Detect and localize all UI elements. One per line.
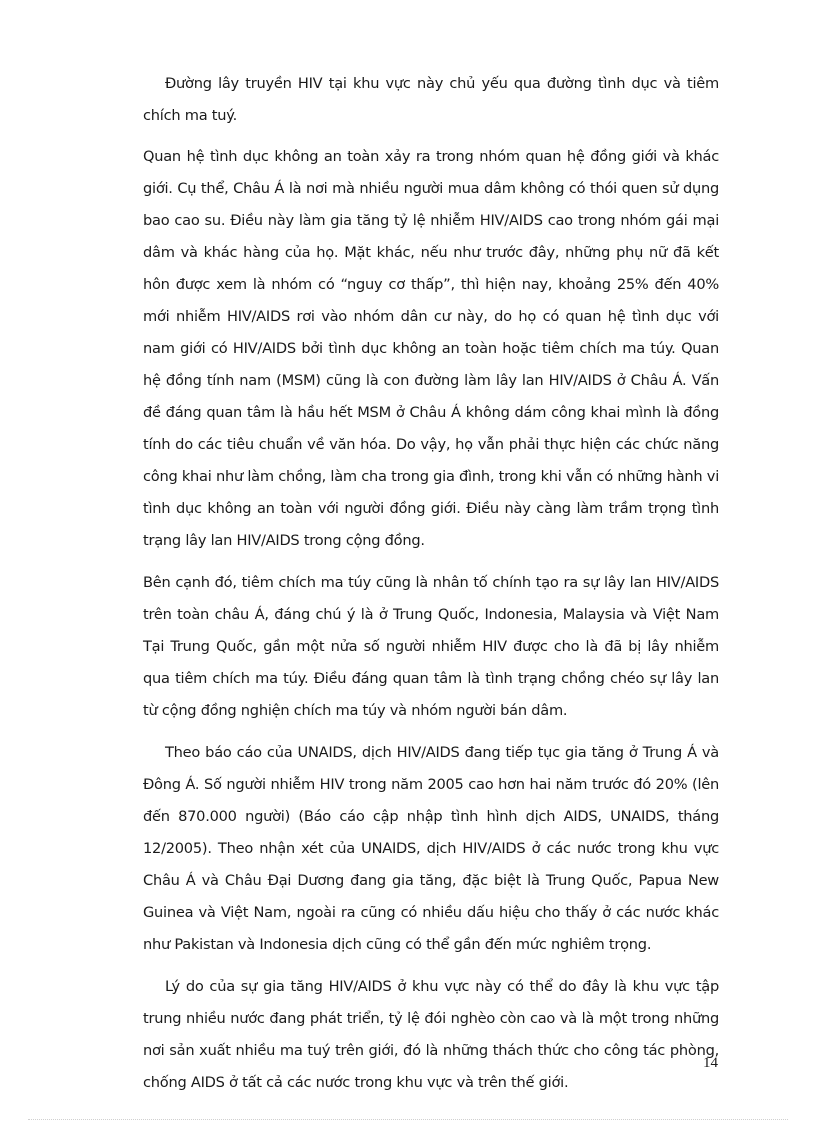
body-text <box>143 68 719 1099</box>
page-bottom-divider <box>28 1119 788 1120</box>
paragraph-drug-injection: Bên cạnh đó, tiêm chích ma túy cũng là nhân tố chính tạo ra sự lây lan HIV/AIDS trên toàn châu Á, đáng chú ý là ở Trung Quốc, Indonesia, Malaysia và Việt Nam Tại Trung Quốc, gần một nửa số người nhiễm HIV được cho là đã bị lây nhiễm qua tiêm chích ma túy. Điều đáng quan tâm là tình trạng chồng chéo sự lây lan từ cộng đồng nghiện chích ma túy và nhóm người bán dâm. <box>143 574 719 719</box>
page-number: 14 <box>703 1055 718 1071</box>
paragraph-unaids-report: Theo báo cáo của UNAIDS, dịch HIV/AIDS đang tiếp tục gia tăng ở Trung Á và Đông Á. Số người nhiễm HIV trong năm 2005 cao hơn hai năm trước đó 20% (lên đến 870.000 người) (Báo cáo cập nhập tình hình dịch AIDS, UNAIDS, tháng 12/2005). Theo nhận xét của UNAIDS, dịch HIV/AIDS ở các nước trong khu vực Châu Á và Châu Đại Dương đang gia tăng, đặc biệt là Trung Quốc, Papua New Guinea và Việt Nam, ngoài ra cũng có nhiều dấu hiệu cho thấy ở các nước khác như Pakistan và Indonesia dịch cũng có thể gần đến mức nghiêm trọng. <box>143 744 719 953</box>
paragraph-transmission-routes: Đường lây truyền HIV tại khu vực này chủ yếu qua đường tình dục và tiêm chích ma tuý. <box>143 75 719 124</box>
paragraph-reasons: Lý do của sự gia tăng HIV/AIDS ở khu vực này có thể do đây là khu vực tập trung nhiều nước đang phát triển, tỷ lệ đói nghèo còn cao và là một trong những nơi sản xuất nhiều ma tuý trên giới, đó là những thách thức cho công tác phòng, chống AIDS ở tất cả các nước trong khu vực và trên thế giới. <box>143 978 719 1091</box>
paragraph-unsafe-sex: Quan hệ tình dục không an toàn xảy ra trong nhóm quan hệ đồng giới và khác giới. Cụ thể, Châu Á là nơi mà nhiều người mua dâm không có thói quen sử dụng bao cao su. Điều này làm gia tăng tỷ lệ nhiễm HIV/AIDS cao trong nhóm gái mại dâm và khác hàng của họ. Mặt khác, nếu như trước đây, những phụ nữ đã kết hôn được xem là nhóm có “nguy cơ thấp”, thì hiện nay, khoảng 25% đến 40% mới nhiễm HIV/AIDS rơi vào nhóm dân cư này, do họ có quan hệ tình dục với nam giới có HIV/AIDS bởi tình dục không an toàn hoặc tiêm chích ma túy. Quan hệ đồng tính nam (MSM) cũng là con đường làm lây lan HIV/AIDS ở Châu Á. Vấn đề đáng quan tâm là hầu hết MSM ở Châu Á không dám công khai mình là đồng tính do các tiêu chuẩn về văn hóa. Do vậy, họ vẫn phải thực hiện các chức năng công khai như làm chồng, làm cha trong gia đình, trong khi vẫn có những hành vi tình dục không an toàn với người đồng giới. Điều này càng làm trầm trọng tình trạng lây lan HIV/AIDS trong cộng đồng. <box>143 148 719 549</box>
